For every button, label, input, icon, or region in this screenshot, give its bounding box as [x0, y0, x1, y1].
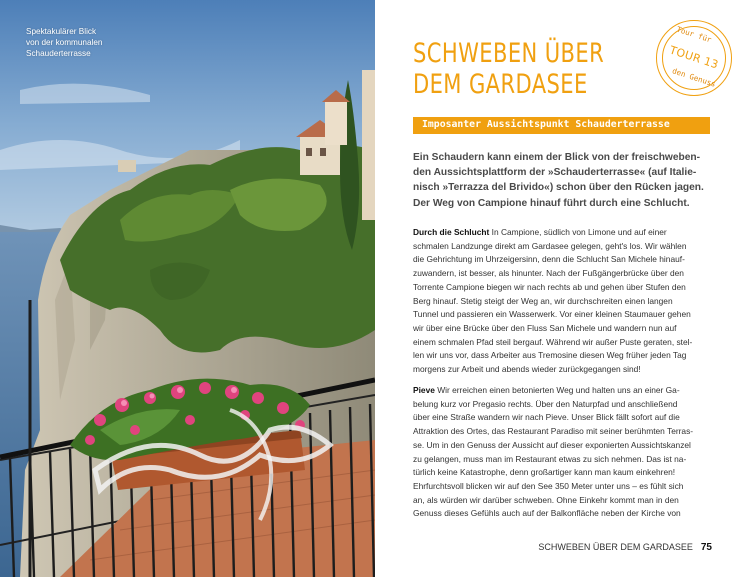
stamp-top-text: Tour für [675, 24, 713, 45]
body-line: schmalen Landzunge direkt am Gardasee gelegen, geht's los. Wir wählen [413, 240, 687, 251]
body-line: len wir uns vor, dass Arbeiter aus Tremosine diesen Weg früher jeden Tag [413, 350, 687, 361]
body-line: zuwandern, ist besser, als hinunter. Nach der Fußgängerbrücke über den [413, 268, 684, 279]
page-footer [538, 542, 712, 553]
body-line: Berg hinauf. Stetig steigt der Weg an, wir durchschreiten einen langen [413, 295, 673, 306]
body-text: Wir erreichen einen betonierten Weg und halten uns an einer Ga- [434, 385, 680, 395]
body-line: se. Um in den Genuss der Aussicht auf dieser exponierten Aussichtskanzel [413, 439, 691, 450]
lead-line: Ein Schaudern kann einem der Blick von der freischweben- [413, 152, 701, 163]
running-head: SCHWEBEN ÜBER DEM GARDASEE [538, 542, 693, 552]
body-line: zu gelangen, muss man im Restaurant etwas zu sich nehmen. Das ist na- [413, 453, 687, 464]
body-line: über eine Straße wandern wir nach Pieve. Unser Blick fällt sofort auf die [413, 412, 680, 423]
body-line: einem schmalen Pfad steil bergauf. Während wir außer Puste geraten, stel- [413, 336, 693, 347]
article-title [413, 38, 604, 100]
body-line [413, 226, 713, 240]
article-page [375, 0, 750, 577]
section-heading: Durch die Schlucht [413, 227, 490, 237]
body-line: wir über eine Brücke über den Fluss San Michele und wandern nun auf [413, 322, 677, 333]
body-line: morgens zur Arbeit und abends wieder zurückgegangen sind! [413, 364, 641, 375]
section-pieve [413, 384, 713, 521]
body-line [413, 384, 713, 398]
tour-stamp [656, 20, 732, 96]
photo-caption [26, 26, 226, 59]
body-line: die Gehrichtung im Uhrzeigersinn, denn die Schlucht San Michele hinauf- [413, 254, 685, 265]
section-schlucht [413, 226, 713, 377]
section-heading: Pieve [413, 385, 435, 395]
lead-line: den Aussichtsplattform der »Schauderterrasse« (auf Italie- [413, 167, 697, 179]
caption-line: Spektakulärer Blick [26, 27, 97, 36]
caption-line: von der kommunalen [26, 38, 103, 47]
body-line: belung kurz vor Pregasio rechts. Über den Naturpfad und anschließend [413, 398, 678, 409]
title-line: DEM GARDASEE [413, 69, 588, 100]
body-line: Tunnel und passieren ein Wasserwerk. Vor einer kleinen Staumauer gehen [413, 309, 691, 320]
body-line: Attraktion des Ortes, das Restaurant Paradiso mit seiner berühmten Terras- [413, 426, 694, 437]
body-line: an, als würden wir darüber schweben. Ohne Einkehr kommt man in den [413, 494, 679, 505]
body-line: Genuss dieses Gefühls auch auf der Balkonfläche neben der Kirche von [413, 508, 681, 519]
page-number: 75 [700, 542, 712, 553]
banner-text: Imposanter Aussichtspunkt Schauderterrasse [422, 119, 670, 130]
lead-paragraph [413, 150, 713, 211]
subtitle-banner [413, 117, 710, 134]
body-text: In Campione, südlich von Limone und auf einer [489, 227, 667, 237]
body-line: Ehrfurchtsvoll blicken wir auf den See 350 Meter unter uns – es fühlt sich [413, 480, 684, 491]
stamp-tour-number: TOUR 13 [667, 43, 721, 72]
title-line: SCHWEBEN ÜBER [413, 38, 605, 69]
stamp-bottom-text: den Genuss [671, 66, 717, 89]
caption-line: Schauderterrasse [26, 49, 91, 58]
lead-line: nisch »Terrazza del Brivido«) schon über den Rücken jagen. [413, 182, 704, 194]
lead-line: Der Weg von Campione hinauf führt durch eine Schlucht. [413, 197, 690, 209]
body-line: Torrente Campione biegen wir nach rechts ab und gehen über Stufen den [413, 281, 686, 292]
body-line: türlich keine Katastrophe, denn großartiger kann man kaum einkehren! [413, 467, 676, 478]
